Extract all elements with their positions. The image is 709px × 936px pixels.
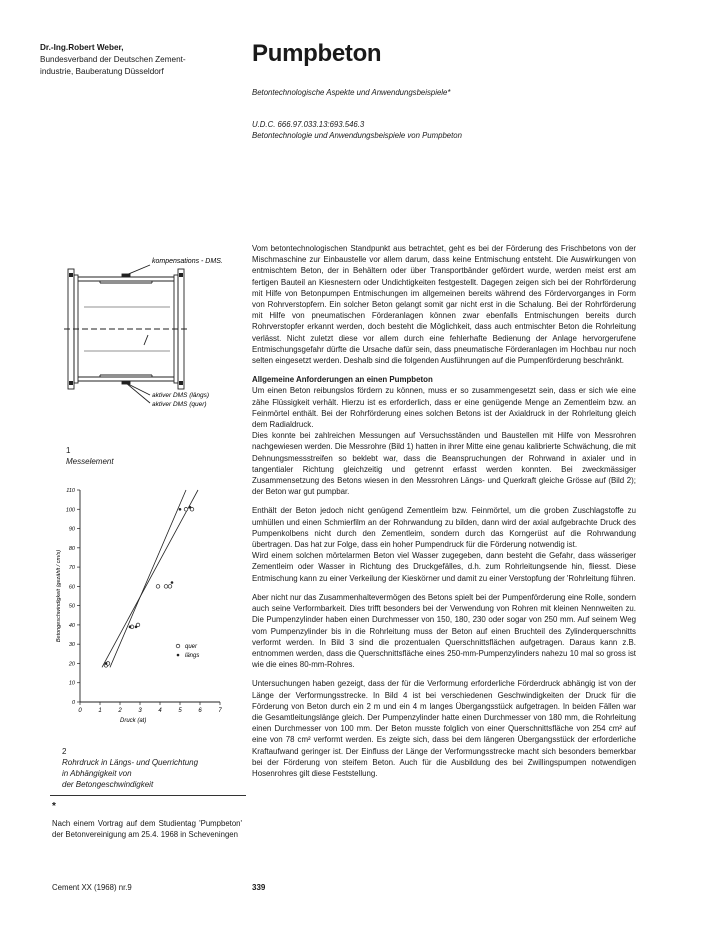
footnote-divider [50, 795, 246, 796]
y-axis-label: Betongeschwindigkeit (gezählt / cm/s) [56, 549, 62, 643]
article-title: Pumpbeton [252, 40, 382, 67]
page-number: 339 [252, 883, 266, 892]
data-point-längs [179, 508, 182, 511]
paragraph: Untersuchungen haben gezeigt, dass der für die Verformung erforderliche Förderdruck abhängig ist von der Länge der Verformungsstrecke. In Bild 4 ist bei verschiedenen Geschwindigkeiten der Druck für die Förderung von Beton durch ein 2 m und ein 4 m langes Übergangsstück aufgetragen. In beiden Fällen war die Gesamtleitungslänge gleich. Der Pumpenzylinder hatte einen Durchmesser von 180 mm, die Rohrleitung einen Durchmesser von 100 mm. Der Beton musste folglich von einer Querschnittsfläche von 254 cm² auf eine von 78 cm² verformt werden. Es zeigte sich, dass bei dem längeren Übergangsstück der erforderliche Kraftaufwand geringer ist. Der Einfluss der Länge der Verformungsstrecke macht sich besonders bemerkbar bei der Förderung von steifem Beton. Auch für die Ausbildung des bei Zwillingspumpen notwendigen Hosenrohres gilt diese Feststellung. [252, 679, 636, 778]
footnote-marker: * [52, 801, 56, 812]
y-tick-label: 110 [66, 488, 75, 494]
y-tick-label: 100 [65, 507, 75, 514]
author-affiliation-2: industrie, Bauberatung Düsseldorf [40, 67, 164, 76]
x-tick-label: 2 [118, 708, 122, 714]
udc-description: Betontechnologie und Anwendungsbeispiele von Pumpbeton [252, 131, 462, 140]
label-active-gauge-cross: aktiver DMS (quer) [152, 401, 207, 408]
data-point-längs [189, 506, 192, 509]
paragraph: Dies konnte bei zahlreichen Messungen auf Versuchsständen und Baustellen mit Hilfe von Messrohren nachgewiesen werden. Die Messrohre (Bild 1) hatten in ihrer Mitte eine genau kalibrierte Schwächung, die mit Dehnungsmessstreifen so beklebt war, dass die Beanspruchungen der Rohrwand in axialer und in tangentialer Richtung gleichzeitig und getrennt erfasst werden konnten. Bei zweckmässiger Zusammensetzung des Betons wiesen in den Messrohren Längs- und Querkraft gleiche Grösse auf (Bild 2); der Beton war gut pumpbar. [252, 431, 636, 497]
legend-label-quer: quer [185, 644, 198, 651]
figure-2-caption-line-3: der Betongeschwindigkeit [62, 780, 154, 789]
y-tick-label: 90 [68, 526, 75, 533]
y-tick-label: 80 [68, 545, 75, 552]
y-tick-label: 40 [68, 622, 75, 629]
footnote-text: Nach einem Vortrag auf dem Studientag 'Pumpbeton' der Betonvereinigung am 25.4. 1968 in Scheveningen [52, 819, 242, 839]
y-tick-label: 0 [71, 700, 75, 706]
figure-2-caption-line-1: Rohrdruck in Längs- und Querrichtung [62, 758, 199, 767]
x-tick-label: 3 [138, 708, 142, 714]
figure-1-number: 1 [66, 446, 71, 455]
legend-marker-quer [176, 644, 180, 648]
data-point-längs [129, 626, 132, 629]
paragraph-intro: Vom betontechnologischen Standpunkt aus betrachtet, geht es bei der Förderung des Frischbetons von der Mischmaschine zur Einbaustelle vor allem darum, dass keine Entmischung entsteht. Die Auswirkungen von entmischtem Beton, der in Behältern oder über Transportbänder gefördert wurde, werden meist erst am fertigen Bauteil an Kiesnestern oder Undichtigkeiten festgestellt. Dagegen zeigen sich bei der Rohrförderung mit Hilfe von Betonpumpen Entmischungen im allgemeinen bereits während des Fördervorganges in Form von Rohrverstopfern. Ein solcher Beton gelangt somit gar nicht erst in die Schalung. Bei der Rohrförderung mit Hilfe von pneumatischen Förderanlagen können zwar ebenfalls Entmischungen bereits durch Rohrverstopfer erkannt werden, doch besteht die Möglichkeit, dass auch entmischter Beton die Rohrleitung verlässt. Nicht zuletzt diese vor allem durch eine fehlerhafte Bedienung der Anlage hervorgerufene Entmischungsgefahr dürfte die Ursache dafür sein, dass pneumatische Förderanlagen im Hochbau nur noch selten eingesetzt werden. Deshalb sind die folgenden Ausführungen auf die Pumpenförderung beschränkt. [252, 244, 636, 366]
legend-marker-längs [177, 654, 180, 657]
data-point-quer [164, 585, 168, 589]
fit-line [110, 490, 186, 667]
udc-code: U.D.C. 666.97.033.13:693.546.3 [252, 120, 365, 129]
fit-line [102, 490, 198, 667]
x-tick-label: 6 [198, 708, 202, 714]
x-tick-label: 7 [218, 708, 222, 714]
y-tick-label: 20 [68, 661, 75, 668]
y-tick-label: 70 [68, 565, 75, 572]
article-subtitle: Betontechnologische Aspekte und Anwendungsbeispiele* [252, 88, 451, 97]
paragraph: Aber nicht nur das Zusammenhaltevermögen des Betons spielt bei der Pumpenförderung eine Rolle, sondern auch seine Verformbarkeit. Dies trifft besonders bei der Verwendung von Rohren mit kleinen Nennweiten zu. Die Pumpenzylinder haben einen Durchmesser von 150, 180, 230 oder sogar von 250 mm. Auf seinem Weg vom Pumpenzylinder bis in die Rohrleitung muss der Beton auf einen Bruchteil des Zylinderquerschnitts verformt werden. In Bild 3 sind die prozentualen Querschnittsflächen aufgetragen. Daraus kann z.B. entnommen werden, dass die Querschnittsfläche eines 250-mm-Pumpenzylinders nahezu 10 mal so gross ist wie die eines 80-mm-Rohres. [252, 592, 636, 670]
author-name: Dr.-Ing.Robert Weber, [40, 43, 124, 52]
figure-1-drawing [60, 245, 250, 415]
data-point-längs [171, 581, 174, 584]
label-compensation-gauge: kompensations - DMS. [152, 258, 223, 265]
x-axis-label: Druck (at) [120, 718, 147, 724]
figure-2-caption-line-2: in Abhängigkeit von [62, 769, 132, 778]
data-point-quer [184, 507, 188, 511]
figure-2-caption [62, 746, 247, 790]
figure-1-caption [66, 445, 114, 467]
x-tick-label: 4 [158, 708, 162, 714]
paragraph: Um einen Beton reibungslos fördern zu können, muss er so zusammengesetzt sein, dass er sich wie eine zähe Flüssigkeit verhält. Hierzu ist es erforderlich, dass er eine genügende Menge an Zementleim bzw. an Feinmörtel enthält. Bei der Rohrförderung eines solchen Betons ist der Axialdruck in der Rohrleitung gleich dem Radialdruck. [252, 386, 636, 430]
figure-2-chart [50, 480, 245, 745]
x-tick-label: 5 [178, 708, 182, 714]
y-tick-label: 30 [68, 642, 75, 649]
y-tick-label: 10 [68, 680, 75, 687]
data-point-quer [168, 585, 172, 589]
paragraph: Enthält der Beton jedoch nicht genügend Zementleim bzw. Feinmörtel, um die groben Zuschlagstoffe zu umhüllen und einen Schmierfilm an der Rohrwandung zu bilden, dann wird der axial aufgebrachte Druck des Pumpenkolbens nicht durch den Zementleim, sondern durch das Korngerüst auf die Rohrwandung übertragen. Das hat zur Folge, dass ein hoher Pumpendruck für die Förderung notwendig ist. [252, 506, 636, 550]
author-affiliation-1: Bundesverband der Deutschen Zement- [40, 55, 186, 64]
article-body [252, 243, 636, 787]
udc-block [252, 119, 462, 141]
paragraph: Wird einem solchen mörtelarmen Beton viel Wasser zugegeben, dann besteht die Gefahr, dass wässeriger Zementleim oder Wasser in Richtung des Druckgefälles, d.h. zum Rohrleitungsende hin, fliesst. Diese Entmischung kann zu einer Verkeilung der Kieskörner und damit zu einer Verstopfung der 'Rohrleitung führen. [252, 551, 636, 583]
section-heading: Allgemeine Anforderungen an einen Pumpbeton [252, 375, 433, 385]
y-tick-label: 60 [68, 584, 75, 591]
label-active-gauge-long: aktiver DMS (längs) [152, 392, 210, 399]
author-block [40, 42, 245, 78]
data-point-quer [156, 585, 160, 589]
x-tick-label: 1 [98, 708, 102, 714]
data-point-längs [105, 662, 108, 665]
figure-1-title: Messelement [66, 457, 114, 466]
journal-reference: Cement XX (1968) nr.9 [52, 883, 132, 892]
legend-label-längs: längs [185, 653, 200, 660]
data-point-längs [135, 626, 138, 629]
x-tick-label: 0 [78, 708, 82, 714]
figure-2-number: 2 [62, 747, 67, 756]
y-tick-label: 50 [68, 603, 75, 610]
